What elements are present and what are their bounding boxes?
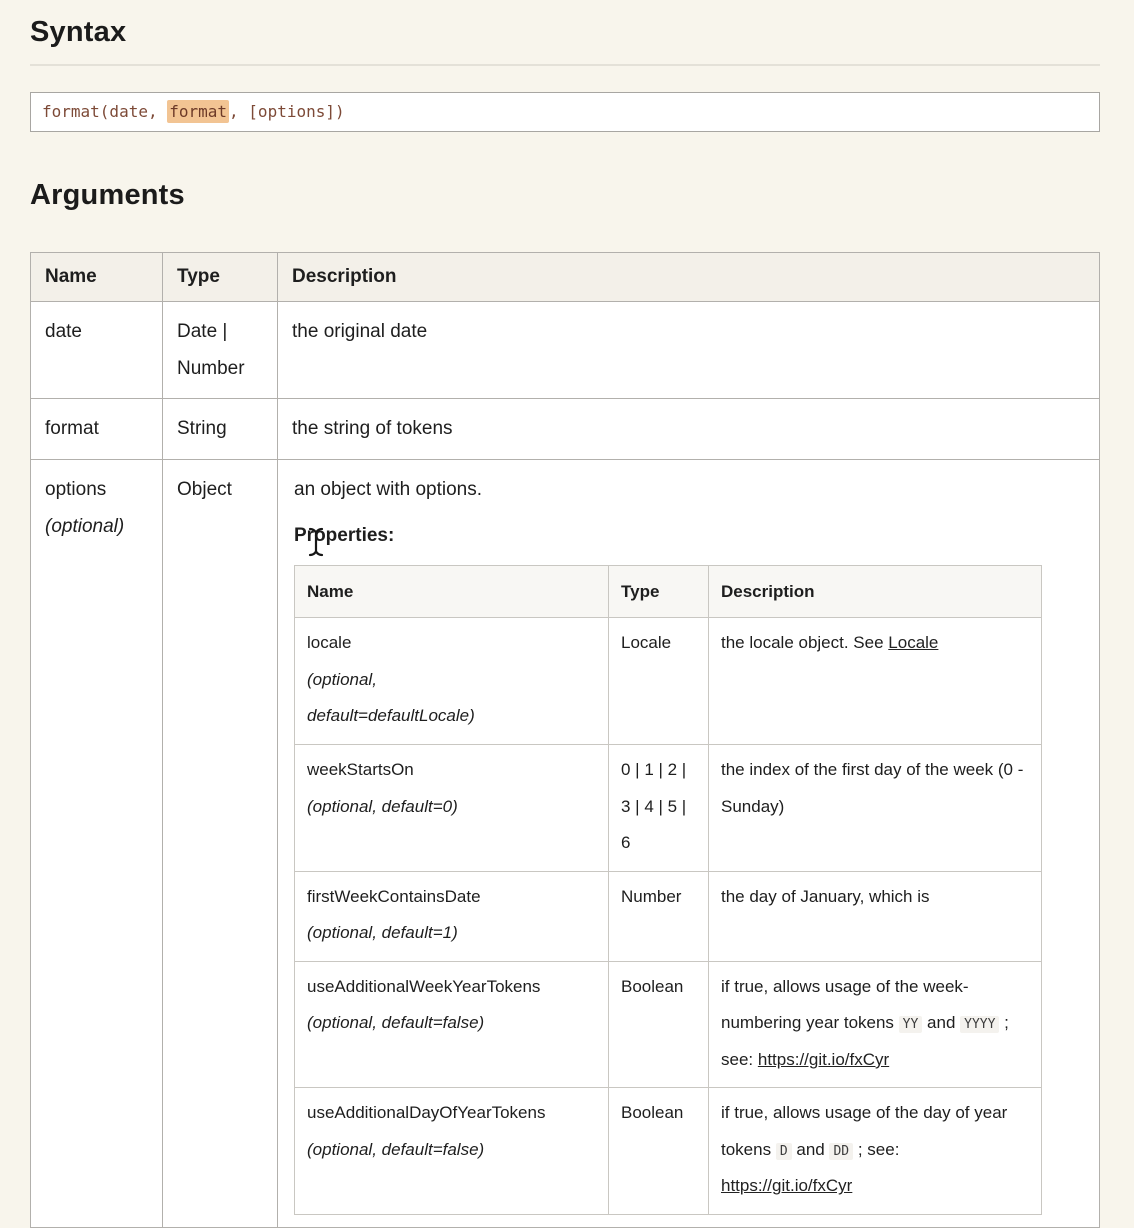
arg-description: the string of tokens	[278, 399, 1100, 459]
arguments-header-row	[31, 253, 1100, 302]
prop-type: 0 | 1 | 2 | 3 | 4 | 5 | 6	[609, 744, 709, 871]
prop-description	[709, 961, 1042, 1088]
prop-description: the index of the first day of the week (0 - Sunday)	[709, 744, 1042, 871]
prop-type: Boolean	[609, 961, 709, 1088]
arg-row-options	[31, 459, 1100, 1227]
arg-description: the original date	[278, 302, 1100, 399]
token-yyyy: YYYY	[960, 1016, 999, 1033]
prop-desc-text: and	[791, 1139, 830, 1159]
arg-name	[31, 459, 163, 1227]
prop-type: Number	[609, 871, 709, 961]
arg-type: String	[163, 399, 278, 459]
prop-name-note: (optional, default=defaultLocale)	[307, 669, 475, 726]
syntax-heading: Syntax	[30, 16, 127, 48]
arguments-table	[30, 252, 1100, 1228]
locale-link[interactable]: Locale	[888, 633, 939, 653]
prop-desc-text: if true, allows usage of the day of year tokens	[721, 1103, 1008, 1159]
prop-name-note: (optional, default=false)	[307, 1139, 485, 1159]
prop-name-text: useAdditionalWeekYearTokens	[307, 976, 541, 996]
prop-row-locale	[295, 618, 1042, 745]
prop-name	[295, 871, 609, 961]
column-header-type: Type	[609, 566, 709, 618]
prop-type: Locale	[609, 618, 709, 745]
prop-description	[709, 1088, 1042, 1215]
prop-name-note: (optional, default=false)	[307, 1013, 485, 1033]
section-divider	[30, 64, 1100, 66]
properties-table	[294, 565, 1042, 1215]
token-dd: DD	[829, 1143, 853, 1160]
prop-desc-text: if true, allows usage of the week-numbering year tokens	[721, 976, 969, 1033]
column-header-name: Name	[31, 253, 163, 302]
syntax-code-block	[30, 92, 1100, 132]
properties-header-row	[295, 566, 1042, 618]
prop-name-note: (optional, default=1)	[307, 923, 458, 943]
prop-name-text: weekStartsOn	[307, 759, 414, 779]
column-header-description: Description	[278, 253, 1100, 302]
token-yy: YY	[899, 1016, 923, 1033]
properties-label: Properties:	[294, 524, 395, 546]
code-text-before: format(date,	[42, 102, 168, 121]
code-text-after: , [options])	[229, 102, 345, 121]
arg-name: date	[31, 302, 163, 399]
column-header-description: Description	[709, 566, 1042, 618]
prop-type: Boolean	[609, 1088, 709, 1215]
prop-row-weekstartson	[295, 744, 1042, 871]
arg-name-note: (optional)	[45, 515, 125, 537]
prop-name	[295, 961, 609, 1088]
git-io-link-day[interactable]: https://git.io/fxCyr	[721, 1176, 853, 1196]
prop-desc-text: ; see:	[721, 1013, 1009, 1069]
prop-name-note: (optional, default=0)	[307, 796, 458, 816]
prop-row-firstweekcontainsdate	[295, 871, 1042, 961]
arg-type: Object	[163, 459, 278, 1227]
prop-name-text: locale	[307, 633, 352, 653]
prop-desc-text: the locale object. See	[721, 633, 889, 653]
arg-description	[278, 459, 1100, 1227]
arg-name: format	[31, 399, 163, 459]
prop-row-useadditionaldayofyeartokens	[295, 1088, 1042, 1215]
options-description-intro: an object with options.	[294, 478, 483, 500]
prop-name-text: firstWeekContainsDate	[307, 886, 481, 906]
prop-name	[295, 744, 609, 871]
token-d: D	[776, 1143, 792, 1160]
highlighted-token: format	[169, 102, 228, 121]
prop-desc-text: and	[922, 1013, 961, 1033]
git-io-link-week[interactable]: https://git.io/fxCyr	[757, 1049, 890, 1069]
prop-name	[295, 1088, 609, 1215]
column-header-name: Name	[295, 566, 609, 618]
column-header-type: Type	[163, 253, 278, 302]
arg-row-format	[31, 399, 1100, 459]
prop-name	[295, 618, 609, 745]
prop-row-useadditionalweekyeartokens	[295, 961, 1042, 1088]
arg-type: Date | Number	[163, 302, 278, 399]
arguments-heading: Arguments	[30, 179, 185, 212]
prop-description	[709, 618, 1042, 745]
prop-description: the day of January, which is	[709, 871, 1042, 961]
prop-name-text: useAdditionalDayOfYearTokens	[307, 1103, 546, 1123]
arg-name-text: options	[45, 478, 107, 500]
arg-row-date	[31, 302, 1100, 399]
prop-desc-text: ; see:	[853, 1139, 900, 1159]
